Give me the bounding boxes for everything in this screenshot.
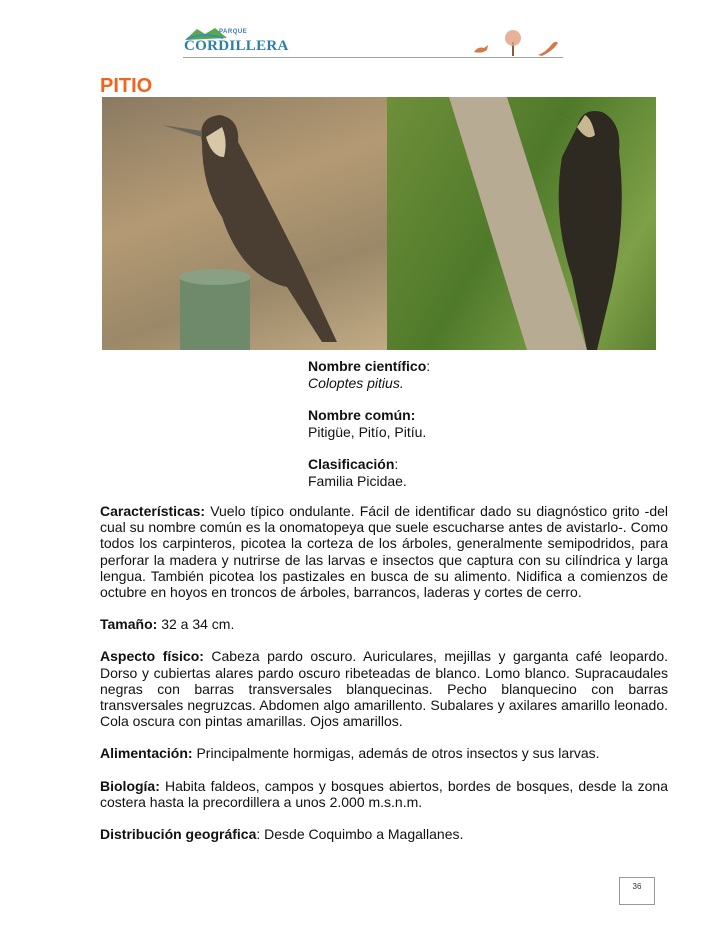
- section-diet: [100, 745, 668, 761]
- section-label: Distribución geográfica: [100, 826, 257, 843]
- section-text: Habita faldeos, campos y bosques abiertos, bordes de bosques, desde la zona costera hasta la precordillera a unos 2.000 m.s.n.m.: [100, 777, 668, 810]
- species-info: [308, 358, 430, 505]
- fox-tree-bird-icon: [470, 28, 565, 58]
- common-name-label: Nombre común:: [308, 407, 416, 423]
- classification-value: Familia Picidae.: [308, 472, 407, 489]
- section-size: [100, 616, 668, 632]
- bird-photo-on-trunk: [387, 97, 656, 350]
- logo-subtitle: PARQUE: [219, 29, 248, 35]
- section-text: : Desde Coquimbo a Magallanes.: [256, 826, 464, 843]
- section-distribution: [100, 826, 668, 842]
- section-appearance: [100, 648, 668, 729]
- section-text: Cabeza pardo oscuro. Auriculares, mejillas y garganta café leopardo. Dorso y cubiertas alares pardo oscuro ribeteadas de blanco. Lomo blanco. Supracaudales negras con barras transversales blanquecinas. Pecho blanquecino con barras transversales negruzcas. Abdomen algo amarillento. Subalares y axilares amarillo leonado. Cola oscura con pintas amarillas. Ojos amarillos.: [100, 648, 668, 730]
- classification-label: Clasificación: [308, 456, 395, 472]
- page-number: 36: [619, 877, 655, 905]
- logo-title: CORDILLERA: [184, 38, 289, 54]
- bird-photo-on-post: [102, 97, 387, 350]
- colon: :: [394, 456, 399, 472]
- section-text: 32 a 34 cm.: [157, 616, 235, 633]
- section-characteristics: [100, 503, 668, 600]
- description: [100, 503, 668, 858]
- section-text: Principalmente hormigas, además de otros insectos y sus larvas.: [192, 745, 600, 762]
- colon: :: [426, 358, 431, 374]
- section-label: Características:: [100, 503, 206, 519]
- section-label: Aspecto físico:: [100, 648, 204, 665]
- page-title: PITIO: [100, 75, 153, 97]
- section-label: Alimentación:: [100, 745, 193, 762]
- scientific-name-label: Nombre científico: [308, 358, 427, 374]
- scientific-name-value: Coloptes pitius.: [308, 374, 404, 391]
- section-label: Tamaño:: [100, 616, 158, 633]
- common-name-value: Pitigüe, Pitío, Pitíu.: [308, 423, 427, 440]
- section-label: Biología:: [100, 777, 160, 794]
- section-biology: [100, 778, 668, 810]
- section-text: Vuelo típico ondulante. Fácil de identificar dado su diagnóstico grito -del cual su nombre común es la onomatopeya que suele escucharse antes de avistarlo-. Como todos los carpinteros, picotea la corteza de los árboles, generalmente semipodridos, para perforar la madera y nutrirse de las larvas e insectos que captura con su cilíndrica y larga lengua. También picotea los pastizales en busca de su alimento. Nidifica a comienzos de octubre en hoyos en troncos de árboles, barrancos, laderas y cortes de cerro.: [100, 503, 668, 601]
